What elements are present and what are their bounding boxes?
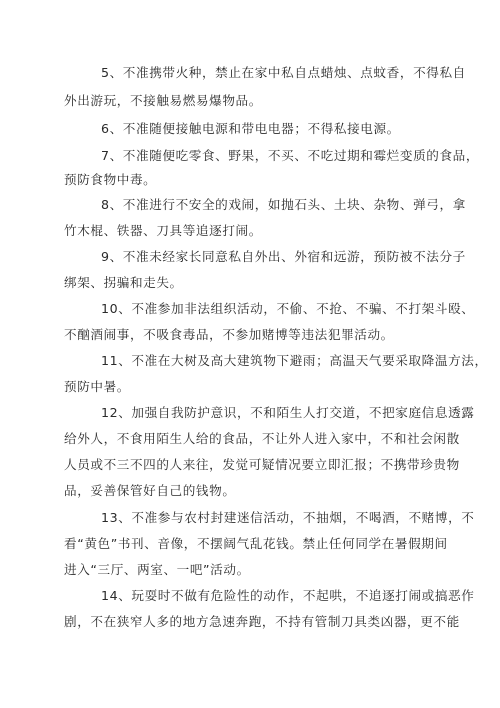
paragraph-line: 给外人，不食用陌生人给的食品，不让外人进入家中，不和社会闲散 [64,431,460,446]
paragraph-line: 7、不准随便吃零食、野果，不买、不吃过期和霉烂变质的食品， [101,148,480,163]
paragraph-line: 13、不准参与农村封建迷信活动，不抽烟，不喝酒，不赌博，不 [101,510,475,525]
paragraph-line: 剧，不在狭窄人多的地方急速奔跑，不持有管制刀具类凶器，更不能 [64,614,460,629]
paragraph-line: 绑架、拐骗和走失。 [64,275,183,290]
paragraph-line: 11、不准在大树及高大建筑物下避雨；高温天气要采取降温方法， [101,353,488,368]
paragraph-line: 进入“三厅、两室、一吧”活动。 [64,562,250,577]
paragraph-line: 看“黄色”书刊、音像，不摆阔气乱花钱。禁止任何同学在暑假期间 [64,536,448,551]
paragraph-line: 预防中暑。 [64,379,130,394]
paragraph-line: 品，妥善保管好自己的钱物。 [64,483,236,498]
paragraph-line: 不酗酒闹事，不吸食毒品，不参加赌博等违法犯罪活动。 [64,327,394,342]
paragraph-line: 9、不准未经家长同意私自外出、外宿和远游，预防被不法分子 [101,249,466,264]
paragraph-line: 竹木棍、铁器、刀具等追逐打闹。 [64,223,262,238]
paragraph-line: 预防食物中毒。 [64,172,157,187]
paragraph-line: 外出游玩，不接触易燃易爆物品。 [64,93,262,108]
paragraph-line: 8、不准进行不安全的戏闹，如抛石头、土块、杂物、弹弓，拿 [101,197,466,212]
paragraph-line: 5、不准携带火种，禁止在家中私自点蜡烛、点蚊香，不得私自 [101,65,466,80]
paragraph-line: 14、玩耍时不做有危险性的动作，不起哄，不追逐打闹或搞恶作 [101,588,475,603]
paragraph-line: 10、不准参加非法组织活动，不偷、不抢、不骗、不打架斗殴、 [101,301,475,316]
paragraph-line: 12、加强自我防护意识，不和陌生人打交道，不把家庭信息透露 [101,405,475,420]
paragraph-line: 人员或不三不四的人来往，发觉可疑情况要立即汇报；不携带珍贵物 [64,457,460,472]
paragraph-line: 6、不准随便接触电源和带电电器；不得私接电源。 [101,121,400,136]
